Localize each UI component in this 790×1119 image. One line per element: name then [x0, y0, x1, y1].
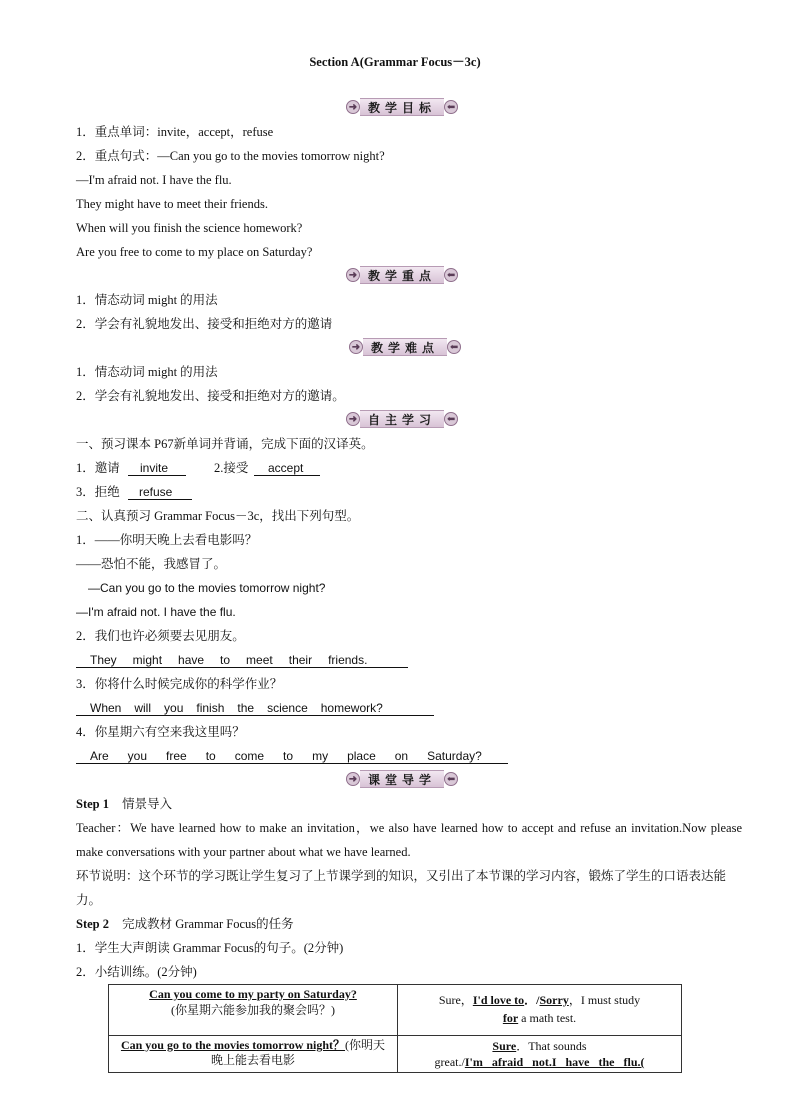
sentence-2-answer: They might have to meet their friends.: [90, 653, 368, 667]
banner-difficulties-label: 教学难点: [363, 338, 447, 356]
banner-classroom: [346, 769, 458, 789]
step-2-title: 完成教材 Grammar Focus的任务: [122, 917, 294, 931]
step-1-label: Step 1: [76, 797, 109, 811]
row-1-answer-for: for: [502, 1011, 519, 1025]
vocab-q1-label: 1．邀请: [76, 461, 120, 475]
sentence-1-cn-b: ——恐怕不能，我感冒了。: [76, 557, 227, 571]
banner-self-study-label: 自主学习: [360, 410, 444, 428]
table-cell-answer: [398, 985, 682, 1036]
vocab-q3-label: 3．拒绝: [76, 485, 120, 499]
row-1-question: Can you come to my party on Saturday?: [149, 987, 357, 1001]
arrow-right-icon: ➜: [346, 772, 360, 786]
step-2-heading: [76, 916, 294, 932]
arrow-left-icon: ⬅: [444, 268, 458, 282]
key-point-2: 2．学会有礼貌地发出、接受和拒绝对方的邀请: [76, 317, 333, 331]
row-1-answer-sure: Sure，: [438, 993, 473, 1007]
step-1-title: 情景导入: [122, 797, 173, 811]
self-study-part-1: 一、预习课本 P67新单词并背诵，完成下面的汉译英。: [76, 437, 374, 451]
sentence-4-cn: 4．你星期六有空来我这里吗？: [76, 725, 245, 739]
arrow-left-icon: ⬅: [444, 772, 458, 786]
row-1-answer-test: a math test.: [518, 1011, 577, 1025]
banner-difficulties: [349, 337, 461, 357]
table-cell-question: [109, 1036, 398, 1073]
table-row: [109, 985, 682, 1036]
goal-line-4: They might have to meet their friends.: [76, 197, 268, 211]
sentence-1-cn: 1．——你明天晚上去看电影吗？: [76, 533, 258, 547]
goal-line-1: 1．重点单词：invite，accept，refuse: [76, 125, 274, 139]
row-1-answer-must: ，I must study: [568, 993, 641, 1007]
arrow-right-icon: ➜: [346, 100, 360, 114]
sentence-3-cn: 3．你将什么时候完成你的科学作业？: [76, 677, 283, 691]
self-study-part-2: 二、认真预习 Grammar Focus－3c，找出下列句型。: [76, 509, 360, 523]
key-point-1: 1．情态动词 might 的用法: [76, 293, 218, 307]
goal-line-5: When will you finish the science homework?: [76, 221, 303, 235]
vocab-q2-label: 2.接受: [214, 461, 249, 475]
arrow-right-icon: ➜: [349, 340, 363, 354]
row-2-answer-sure: Sure: [492, 1039, 517, 1053]
table-cell-question: [109, 985, 398, 1036]
note-text: 环节说明：这个环节的学习既让学生复习了上节课学到的知识，又引出了本节课的学习内容，锻炼了学生的口语表达能力。: [76, 869, 727, 907]
goal-line-2: 2．重点句式：—Can you go to the movies tomorrow night?: [76, 149, 385, 163]
banner-goals-label: 教学目标: [360, 98, 444, 116]
step-1-heading: [76, 796, 172, 812]
sentence-4-answer: Are you free to come to my place on Saturday?: [90, 749, 482, 763]
arrow-left-icon: ⬅: [444, 100, 458, 114]
summary-table: [108, 984, 682, 1073]
table-row: [109, 1036, 682, 1073]
note-paragraph: [48, 864, 742, 912]
vocab-q3-answer: refuse: [139, 485, 173, 499]
row-1-answer-sep: ．/: [524, 993, 540, 1007]
table-cell-answer: [398, 1036, 682, 1073]
arrow-left-icon: ⬅: [447, 340, 461, 354]
step-2-item-1: 1．学生大声朗读 Grammar Focus的句子。(2分钟): [76, 941, 344, 955]
banner-key-points: [346, 265, 458, 285]
arrow-right-icon: ➜: [346, 412, 360, 426]
difficulty-1: 1．情态动词 might 的用法: [76, 365, 218, 379]
banner-key-points-label: 教学重点: [360, 266, 444, 284]
banner-classroom-label: 课堂导学: [360, 770, 444, 788]
vocab-q2-answer: accept: [268, 461, 304, 475]
teacher-text: Teacher：We have learned how to make an invitation，we also have learned how to accept and refuse an invitation.Now please make conversations with your partner about what we have learned.: [76, 821, 742, 859]
arrow-right-icon: ➜: [346, 268, 360, 282]
row-1-answer-sorry: Sorry: [539, 993, 569, 1007]
row-1-question-cn: (你星期六能参加我的聚会吗？): [171, 1003, 335, 1017]
goal-line-3: —I'm afraid not. I have the flu.: [76, 173, 232, 187]
step-2-item-2: 2．小结训练。(2分钟): [76, 965, 197, 979]
row-2-answer-afraid: I'm afraid not.I have the flu.(: [464, 1055, 645, 1069]
row-2-answer-great: great./: [434, 1055, 465, 1069]
sentence-1-en-b: —I'm afraid not. I have the flu.: [76, 605, 236, 619]
banner-goals: [346, 97, 458, 117]
sentence-1-en-a: —Can you go to the movies tomorrow night?: [88, 581, 326, 595]
banner-self-study: [346, 409, 458, 429]
row-2-answer-sounds: ．That sounds: [516, 1039, 587, 1053]
difficulty-2: 2．学会有礼貌地发出、接受和拒绝对方的邀请。: [76, 389, 345, 403]
step-2-label: Step 2: [76, 917, 109, 931]
row-2-question-cn: (你明天晚上能去看电影: [210, 1038, 386, 1067]
row-1-answer-love: I'd love to: [472, 993, 525, 1007]
sentence-2-cn: 2．我们也许必须要去见朋友。: [76, 629, 245, 643]
row-2-question: Can you go to the movies tomorrow night？: [120, 1038, 346, 1052]
vocab-q1-answer: invite: [140, 461, 169, 475]
sentence-3-answer: When will you finish the science homework?: [90, 701, 383, 715]
page-title: Section A(Grammar Focus－3c): [309, 55, 481, 69]
arrow-left-icon: ⬅: [444, 412, 458, 426]
goal-line-6: Are you free to come to my place on Saturday?: [76, 245, 313, 259]
teacher-paragraph: [48, 816, 742, 864]
